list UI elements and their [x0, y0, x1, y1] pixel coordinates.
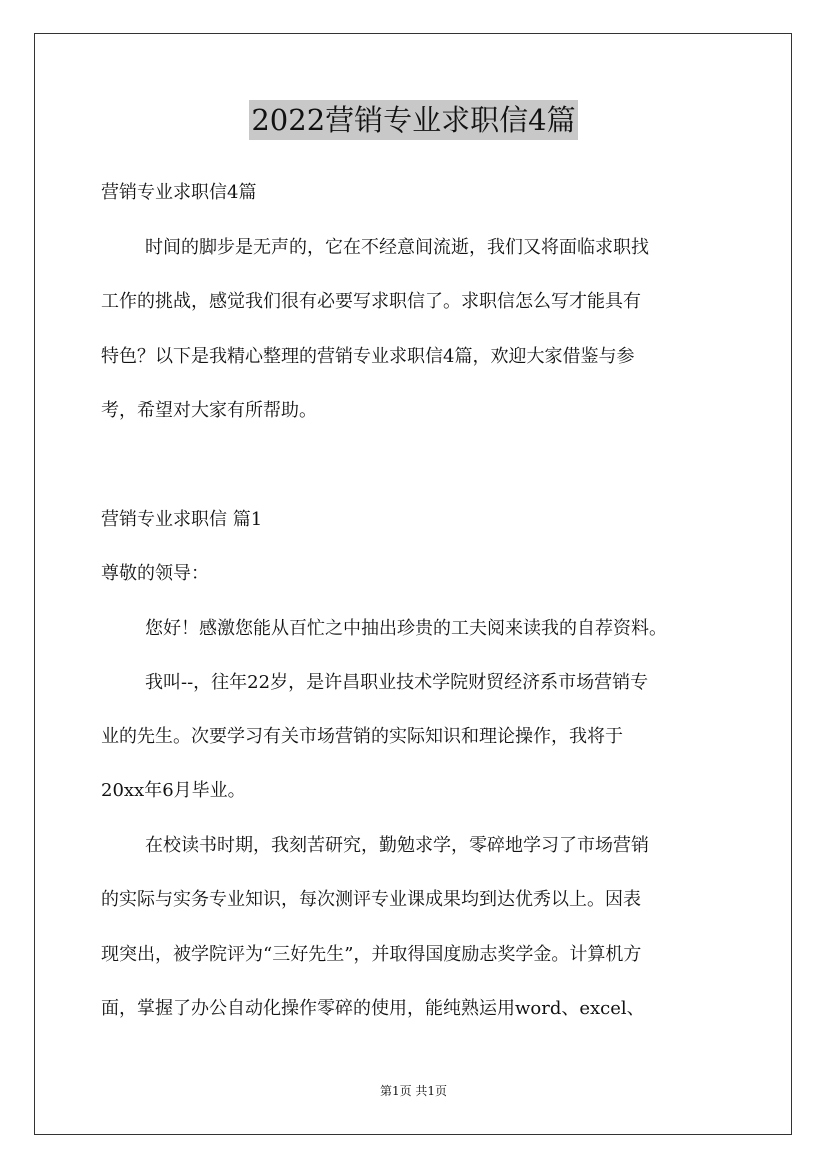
paragraph-line: 在校读书时期，我刻苦研究，勤勉求学，零碎地学习了市场营销 [145, 835, 649, 856]
title-container [0, 100, 827, 140]
paragraph-line: 面，掌握了办公自动化操作零碎的使用，能纯熟运用word、excel、 [101, 998, 645, 1019]
paragraph-line: 现突出，被学院评为“三好先生”，并取得国度励志奖学金。计算机方 [101, 944, 642, 965]
subtitle: 营销专业求职信4篇 [101, 182, 257, 203]
paragraph-line: 业的先生。次要学习有关市场营销的实际知识和理论操作，我将于 [101, 726, 623, 747]
paragraph-line: 特色？以下是我精心整理的营销专业求职信4篇，欢迎大家借鉴与参 [101, 346, 635, 367]
page-footer: 第1页 共1页 [379, 1084, 448, 1098]
section-heading: 营销专业求职信 篇1 [101, 509, 263, 530]
paragraph-line: 考，希望对大家有所帮助。 [101, 400, 317, 421]
paragraph-line: 时间的脚步是无声的，它在不经意间流逝，我们又将面临求职找 [145, 237, 649, 258]
paragraph-line: 您好！感激您能从百忙之中抽出珍贵的工夫阅来读我的自荐资料。 [145, 618, 667, 639]
paragraph-line: 的实际与实务专业知识，每次测评专业课成果均到达优秀以上。因表 [101, 889, 641, 910]
paragraph-line: 工作的挑战，感觉我们很有必要写求职信了。求职信怎么写才能具有 [101, 291, 641, 312]
salutation: 尊敬的领导： [101, 563, 209, 584]
paragraph-line: 我叫--，往年22岁，是许昌职业技术学院财贸经济系市场营销专 [145, 672, 649, 693]
document-title: 2022营销专业求职信4篇 [249, 100, 577, 140]
paragraph-line: 20xx年6月毕业。 [101, 780, 246, 801]
